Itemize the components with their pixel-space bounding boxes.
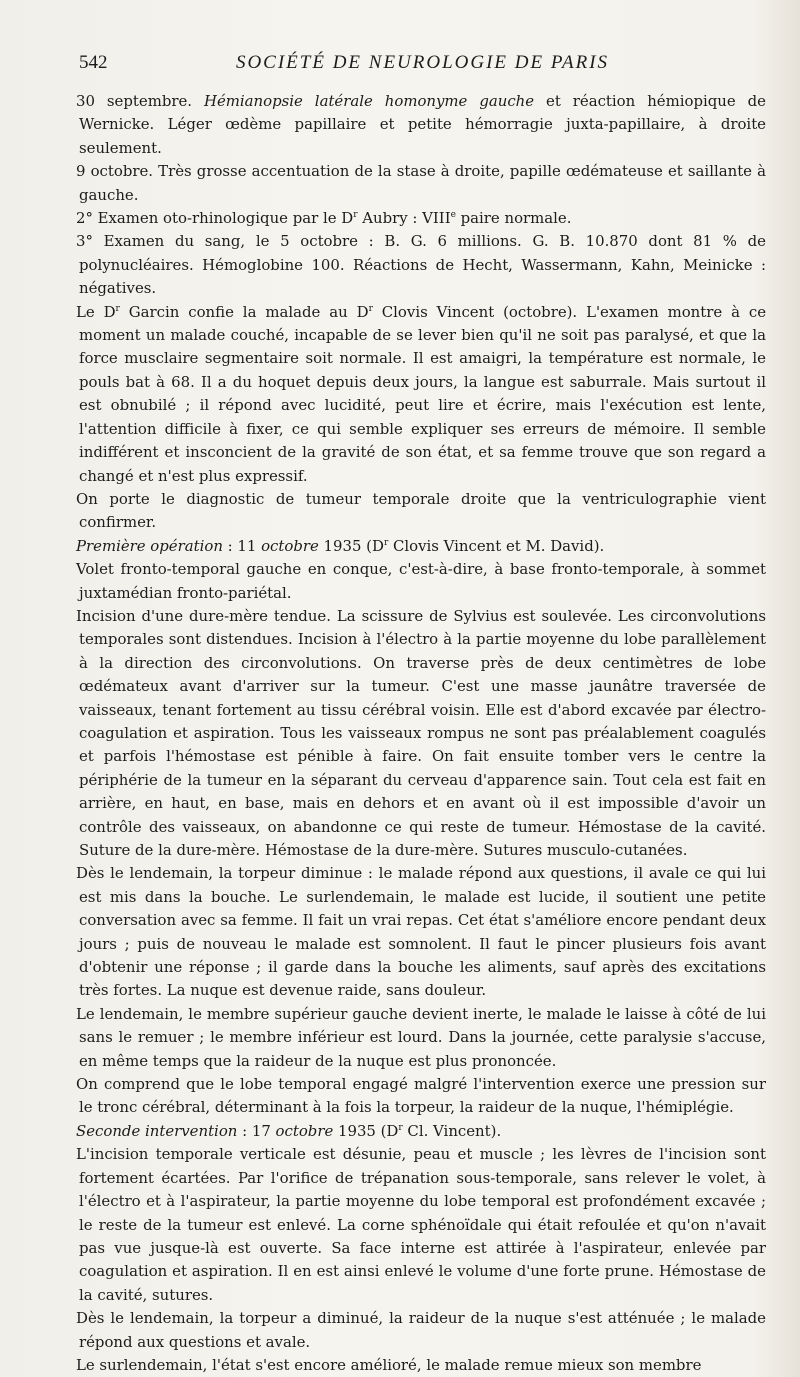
text-run: paire normale. <box>455 209 572 228</box>
text-run: 30 septembre. <box>76 92 204 110</box>
paragraph: On porte le diagnostic de tumeur temporale droite que la ventriculographie vient confirmer. <box>76 489 766 532</box>
text-run: Cl. Vincent). <box>402 1121 502 1140</box>
paragraph: Volet fronto-temporal gauche en conque, c'est-à-dire, à base fronto-temporale, à sommet juxtamédian fronto-pariétal. <box>76 560 766 602</box>
italic-run: Première opération <box>76 536 223 555</box>
paragraph: On comprend que le lobe temporal engagé malgré l'intervention exerce une pression sur le tronc cérébral, déterminant à la fois la torpeur, la raideur de la nuque, l'hémiplégie. <box>76 1075 766 1117</box>
paragraph <box>76 90 766 160</box>
paragraph <box>76 207 766 230</box>
paragraph: 9 octobre. Très grosse accentuation de la stase à droite, papille œdémateuse et saillante à gauche. <box>76 162 766 204</box>
superscript: e <box>450 210 456 221</box>
superscript: r <box>368 303 373 314</box>
text-run: 1935 (D <box>318 536 384 555</box>
italic-run: Hémianopsie latérale homonyme gauche <box>203 92 535 110</box>
superscript: r <box>353 210 358 221</box>
italic-run: octobre <box>261 536 319 555</box>
text-run: Clovis Vincent et M. David). <box>388 536 605 555</box>
text-run: Le D <box>76 302 116 321</box>
text-run: Aubry : VIII <box>357 209 451 228</box>
text-run: 1935 (D <box>333 1121 399 1140</box>
text-run: Garcin confie la malade au D <box>119 302 369 321</box>
body-text <box>76 90 767 1377</box>
text-run: : 11 <box>222 536 262 555</box>
paragraph: Dès le lendemain, la torpeur diminue : le malade répond aux questions, il avale ce qui lui est mis dans la bouche. Le surlendemain, le malade est lucide, il soutient une petite conversation avec sa femme. Il fait un vrai repas. Cet état s'améliore encore pendant deux jours ; puis de nouveau le malade est somnolent. Il faut le pincer plusieurs fois avant d'obtenir une réponse ; il garde dans la bouche les aliments, sauf après des excitations très fortes. La nuque est devenue raide, sans douleur. <box>76 864 766 1000</box>
paragraph: Incision d'une dure-mère tendue. La scissure de Sylvius est soulevée. Les circonvolutions temporales sont distendues. Incision à l'électro à la partie moyenne du lobe parallèlement à la direction des circonvolutions. On traverse près de deux centimètres de lobe œdémateux avant d'arriver sur la tumeur. C'est une masse jaunâtre traversée de vaisseaux, tenant fortement au tissu cérébral voisin. Elle est d'abord excavée par électro-coagulation et aspiration. Tous les vaisseaux rompus ne sont pas préalablement coagulés et parfois l'hémostase est pénible à faire. On fait ensuite tomber vers le centre la périphérie de la tumeur en la séparant du cerveau d'apparence sain. Tout cela est fait en arrière, en haut, en base, mais en dehors et en avant où il est impossible d'avoir un contrôle des vaisseaux, on abandonne ce qui reste de tumeur. Hémostase de la cavité. Suture de la dure-mère. Hémostase de la dure-mère. Sutures musculo-cutanées. <box>76 606 766 859</box>
superscript: r <box>398 1122 403 1133</box>
italic-run: Seconde intervention <box>76 1121 238 1140</box>
page-number: 542 <box>79 52 108 73</box>
superscript: r <box>115 303 120 314</box>
text-run: Clovis Vincent (octobre). L'examen montre à ce moment un malade couché, incapable de se lever bien qu'il ne soit pas paralysé, et que la force musclaire segmentaire soit normale. Il est amaigri, la température est normale, le pouls bat à 68. Il a du hoquet depuis deux jours, la langue est saburrale. Mais surtout il est obnubilé ; il répond avec lucidité, peut lire et écrire, mais l'exécution est lente, l'attention difficile à fixer, ce qui semble expliquer ses erreurs de mémoire. Il semble indifférent et insconcient de la gravité de son état, et sa femme trouve que son regard a changé et n'est plus expressif. <box>79 302 767 485</box>
paragraph: L'incision temporale verticale est désunie, peau et muscle ; les lèvres de l'incision sont fortement écartées. Par l'orifice de trépanation sous-temporale, sans relever le volet, à l'électro et à l'aspirateur, la partie moyenne du lobe temporal est profondément excavée ; le reste de la tumeur est enlevé. La corne sphénoïdale qui était refoulée et qu'on n'avait pas vue jusque-là est ouverte. Sa face interne est attirée à l'aspirateur, enlevée par coagulation et aspiration. Il en est ainsi enlevé le volume d'une forte prune. Hémostase de la cavité, sutures. <box>76 1145 766 1304</box>
paragraph <box>76 1120 766 1143</box>
paragraph: Dès le lendemain, la torpeur a diminué, la raideur de la nuque s'est atténuée ; le malade répond aux questions et avale. <box>76 1309 766 1351</box>
paragraph <box>76 301 767 488</box>
paragraph: Le lendemain, le membre supérieur gauche devient inerte, le malade le laisse à côté de lui sans le remuer ; le membre inférieur est lourd. Dans la journée, cette paralysie s'accuse, en même temps que la raideur de la nuque est plus prononcée. <box>76 1004 766 1070</box>
paragraph: 3° Examen du sang, le 5 octobre : B. G. 6 millions. G. B. 10.870 dont 81 % de polynucléaires. Hémoglobine 100. Réactions de Hecht, Wassermann, Kahn, Meinicke : négatives. <box>76 232 766 298</box>
running-title: SOCIÉTÉ DE NEUROLOGIE DE PARIS <box>235 52 610 73</box>
paragraph <box>76 535 766 558</box>
paragraph: Le surlendemain, l'état s'est encore amélioré, le malade remue mieux son membre <box>76 1355 702 1374</box>
text-run: et réaction hémiopique de Wernicke. Léger œdème papillaire et petite hémorragie juxta-papillaire, à droite seulement. <box>79 92 766 157</box>
superscript: r <box>383 537 389 548</box>
italic-run: octobre <box>275 1121 334 1140</box>
text-run: 2° Examen oto-rhinologique par le D <box>76 209 354 228</box>
text-run: : 17 <box>237 1121 276 1140</box>
page-header <box>79 52 766 82</box>
